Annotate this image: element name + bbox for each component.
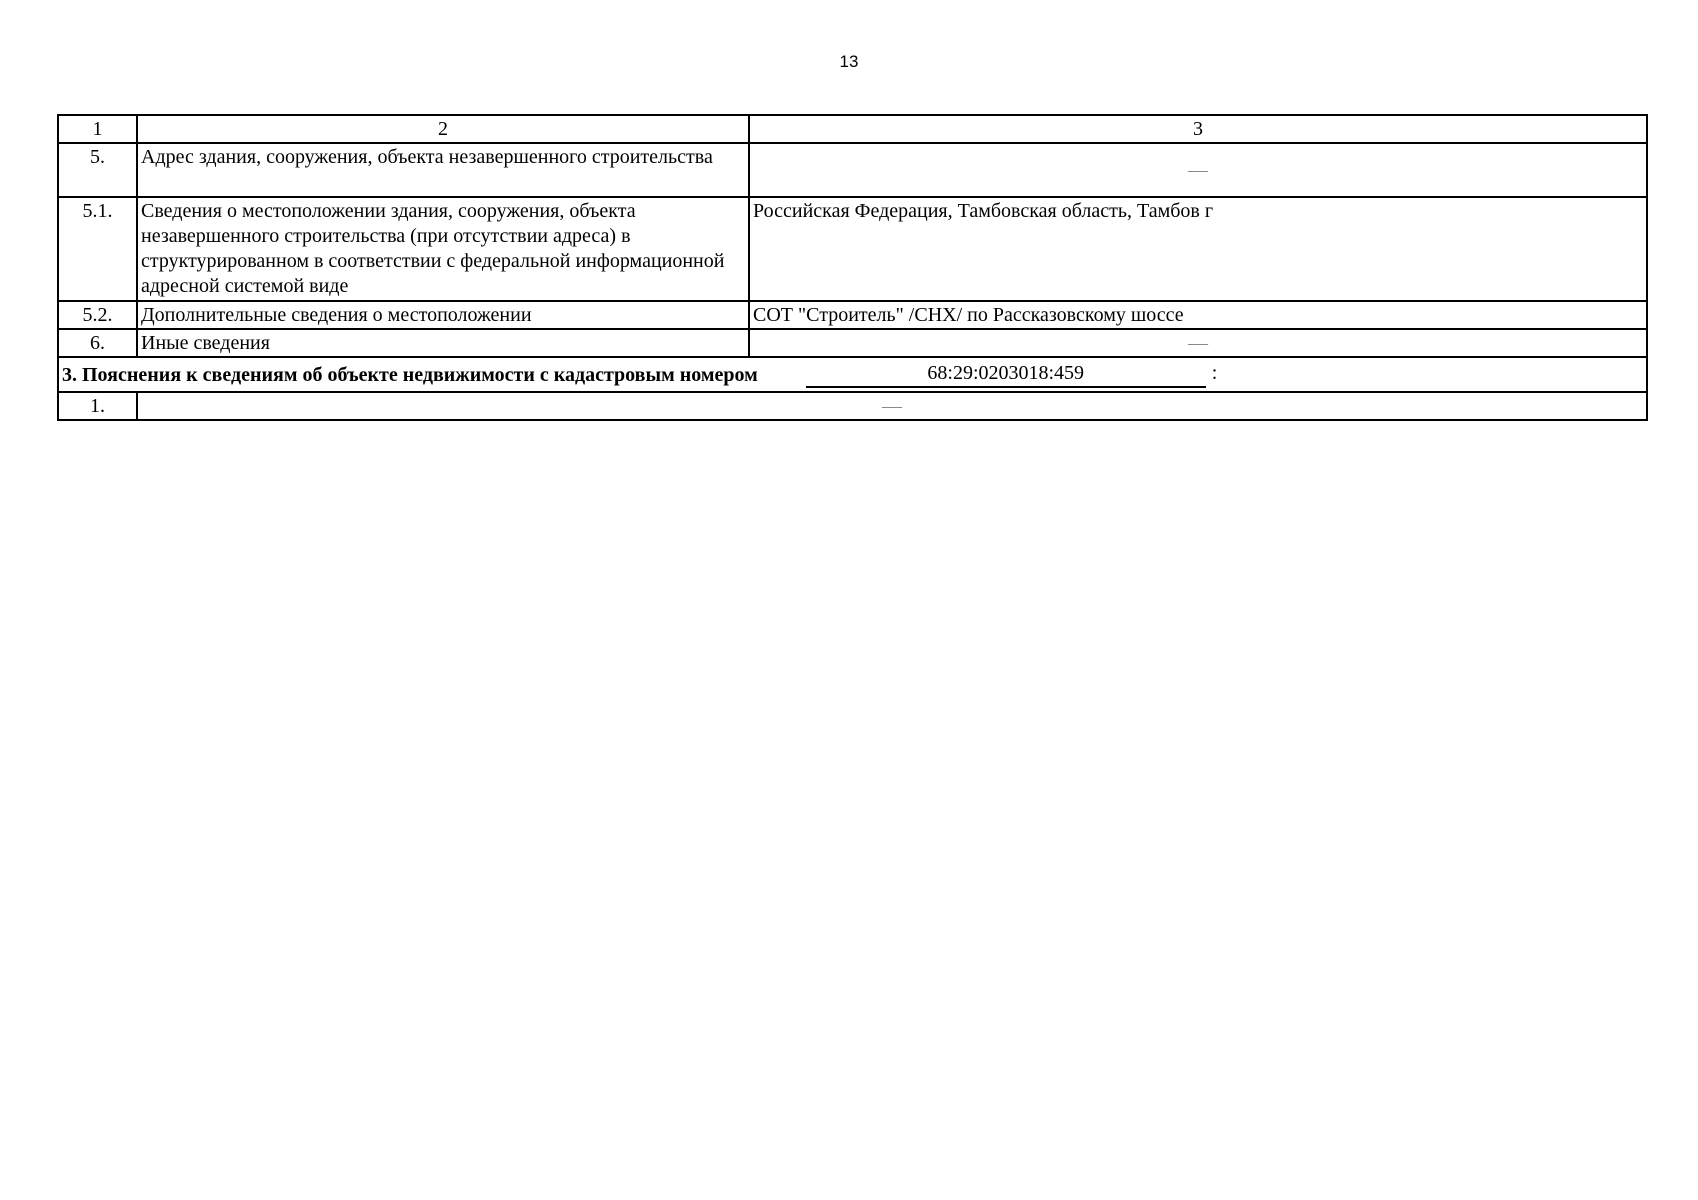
column-header-1: 1 — [58, 115, 137, 143]
row-number: 1. — [58, 392, 137, 420]
row-number: 5. — [58, 143, 137, 197]
row-value: — — [749, 329, 1647, 357]
table-row — [58, 329, 1647, 357]
row-label: Иные сведения — [137, 329, 749, 357]
table-row — [58, 392, 1647, 420]
row-number: 5.2. — [58, 301, 137, 329]
table-header-row — [58, 115, 1647, 143]
section-3-header — [58, 357, 1647, 392]
cadastral-number: 68:29:0203018:459 — [806, 361, 1206, 388]
section-3-header-row — [58, 357, 1647, 392]
extract-table — [57, 114, 1648, 421]
row-value: — — [137, 392, 1647, 420]
row-number: 6. — [58, 329, 137, 357]
column-header-2: 2 — [137, 115, 749, 143]
section-3-colon: : — [1211, 362, 1218, 384]
table-row — [58, 301, 1647, 329]
table-row — [58, 143, 1647, 197]
table-row — [58, 197, 1647, 301]
row-label: Дополнительные сведения о местоположении — [137, 301, 749, 329]
section-3-title: 3. Пояснения к сведениям об объекте недвижимости с кадастровым номером — [62, 364, 758, 386]
row-label: Адрес здания, сооружения, объекта незавершенного строительства — [137, 143, 749, 197]
row-value: — — [749, 143, 1647, 197]
row-value: СОТ "Строитель" /СНХ/ по Рассказовскому шоссе — [749, 301, 1647, 329]
row-label: Сведения о местоположении здания, сооружения, объекта незавершенного строительства (при отсутствии адреса) в структурированном в соответствии с федеральной информационной адресной системой виде — [137, 197, 749, 301]
page-number: 13 — [839, 52, 859, 71]
row-number: 5.1. — [58, 197, 137, 301]
row-value: Российская Федерация, Тамбовская область, Тамбов г — [749, 197, 1647, 301]
column-header-3: 3 — [749, 115, 1647, 143]
